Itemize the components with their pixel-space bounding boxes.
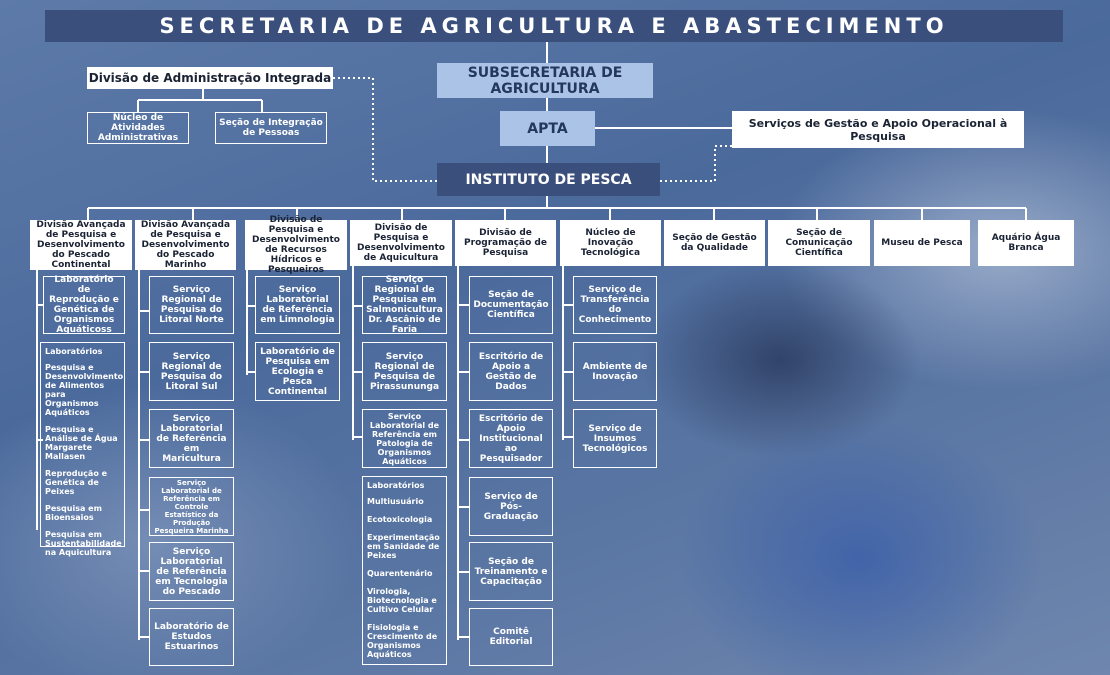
col3-item: Laboratório de Pesquisa em Ecologia e Pesca Continental xyxy=(255,342,340,401)
col-header-recursos-hidricos: Divisão de Pesquisa e Desenvolvimento de Recursos Hídricos e Pesqueiros xyxy=(245,220,347,270)
col5-item: Escritório de Apoio a Gestão de Dados xyxy=(469,342,553,401)
col-header-gestao-qualidade: Seção de Gestão da Qualidade xyxy=(664,220,765,266)
col5-item: Escritório de Apoio Institucional ao Pesquisador xyxy=(469,409,553,468)
col4-item: Serviço Regional de Pesquisa em Salmonicultura Dr. Ascânio de Faria xyxy=(362,276,447,334)
col2-item: Laboratório de Estudos Estuarinos xyxy=(149,608,234,666)
col2-item: Serviço Regional de Pesquisa do Litoral Norte xyxy=(149,276,234,334)
page-title: SECRETARIA DE AGRICULTURA E ABASTECIMENTO xyxy=(45,10,1063,42)
col5-item: Seção de Treinamento e Capacitação xyxy=(469,542,553,601)
lab-reproducao-genetica-box: Laboratório de Reprodução e Genética de Organismos Aquáticoss xyxy=(43,276,125,334)
col2-item: Serviço Laboratorial de Referência em Maricultura xyxy=(149,409,234,468)
col-header-inovacao-tecnologica: Núcleo de Inovação Tecnológica xyxy=(560,220,661,266)
col5-item: Serviço de Pós-Graduação xyxy=(469,477,553,536)
col4-item: Serviço Laboratorial de Referência em Patologia de Organismos Aquáticos xyxy=(362,409,447,468)
col-header-programacao-pesquisa: Divisão de Programação de Pesquisa xyxy=(455,220,556,266)
col1-laboratorios-title: Laboratórios xyxy=(45,347,103,356)
col2-item: Serviço Laboratorial de Referência em Tecnologia do Pescado xyxy=(149,542,234,601)
col5-item: Comitê Editorial xyxy=(469,608,553,666)
col1-lab-item: Pesquisa em Sustentabilidade na Aquicultura xyxy=(45,530,122,557)
col4-lab-item: Fisiologia e Crescimento de Organismos Aquáticos xyxy=(367,623,438,659)
col4-laboratorios-title: Laboratórios xyxy=(367,481,425,490)
servicos-gestao-box: Serviços de Gestão e Apoio Operacional à Pesquisa xyxy=(732,111,1024,148)
apta-box: APTA xyxy=(500,111,595,146)
col4-lab-item: Ecotoxicologia xyxy=(367,515,433,524)
secao-integracao-box: Seção de Integração de Pessoas xyxy=(215,112,327,144)
col3-item: Serviço Laboratorial de Referência em Limnologia xyxy=(255,276,340,334)
col1-lab-item: Pesquisa em Bioensaios xyxy=(45,504,102,522)
col1-lab-item: Reprodução e Genética de Peixes xyxy=(45,469,108,496)
col4-laboratorios-box xyxy=(362,476,447,665)
col1-lab-item: Pesquisa e Análise de Água Margarete Mallasen xyxy=(45,425,118,461)
nucleo-atividades-box: Núcleo de Atividades Administrativas xyxy=(87,112,189,144)
col5-item: Seção de Documentação Científica xyxy=(469,276,553,334)
col-header-aquario: Aquário Água Branca xyxy=(978,220,1074,266)
col1-laboratorios-box xyxy=(40,342,125,557)
col1-lab-item: Pesquisa e Desenvolvimento de Alimentos para Organismos Aquáticos xyxy=(45,363,124,417)
col4-lab-item: Virologia, Biotecnologia e Cultivo Celular xyxy=(367,587,437,614)
col-header-pescado-marinho: Divisão Avançada de Pesquisa e Desenvolvimento do Pescado Marinho xyxy=(135,220,236,270)
col-header-comunicacao-cientifica: Seção de Comunicação Científica xyxy=(768,220,870,266)
instituto-pesca-box: INSTITUTO DE PESCA xyxy=(437,163,660,196)
col4-lab-item: Quarentenário xyxy=(367,569,433,578)
col6-item: Serviço de Transferência do Conhecimento xyxy=(573,276,657,334)
col2-item: Serviço Laboratorial de Referência em Controle Estatístico da Produção Pesqueira Marinha xyxy=(149,477,234,536)
subsecretaria-box: SUBSECRETARIA DE AGRICULTURA xyxy=(437,63,653,98)
col4-item: Serviço Regional de Pesquisa de Pirassununga xyxy=(362,342,447,401)
col4-lab-item: Experimentação em Sanidade de Peixes xyxy=(367,533,440,560)
col6-item: Serviço de Insumos Tecnológicos xyxy=(573,409,657,468)
col4-lab-item: Multiusuário xyxy=(367,497,424,506)
col6-item: Ambiente de Inovação xyxy=(573,342,657,401)
col2-item: Serviço Regional de Pesquisa do Litoral Sul xyxy=(149,342,234,401)
col-header-pescado-continental: Divisão Avançada de Pesquisa e Desenvolvimento do Pescado Continental xyxy=(30,220,132,270)
col-header-aquicultura: Divisão de Pesquisa e Desenvolvimento de Aquicultura xyxy=(350,220,452,266)
divisao-administracao-box: Divisão de Administração Integrada xyxy=(87,67,333,89)
col-header-museu-pesca: Museu de Pesca xyxy=(874,220,970,266)
